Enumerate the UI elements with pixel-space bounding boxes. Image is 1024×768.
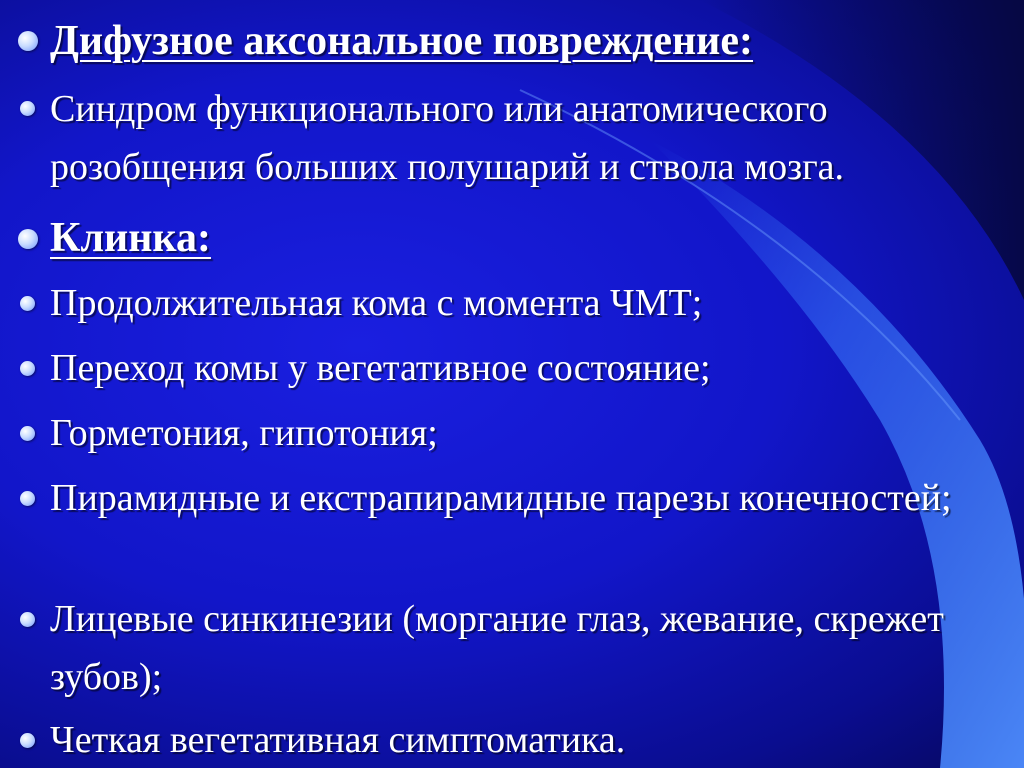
bullet-icon xyxy=(18,31,38,51)
bullet-icon xyxy=(20,491,35,506)
bullet-pyramidal-paresis: Пирамидные и екстрапирамидные парезы конечностей; xyxy=(50,477,952,519)
bullet-icon xyxy=(20,361,35,376)
bullet-facial-synkinesis: Лицевые синкинезии (моргание глаз, жевание, скрежет зубов); xyxy=(50,598,944,698)
bullet-vegetative-symptoms: Четкая вегетативная симптоматика. xyxy=(50,719,626,761)
heading-clinic: Клинка: xyxy=(50,215,211,261)
bullet-vegetative-state: Переход комы у вегетативное состояние; xyxy=(50,347,711,389)
bullet-icon xyxy=(20,733,35,748)
bullet-prolonged-coma: Продолжительная кома с момента ЧМТ; xyxy=(50,282,703,324)
bullet-hormetonia: Горметония, гипотония; xyxy=(50,412,438,454)
bullet-icon xyxy=(18,229,38,249)
bullet-icon xyxy=(20,426,35,441)
bullet-syndrome: Синдром функционального или анатомического розобщения больших полушарий и ствола мозга. xyxy=(50,88,845,188)
heading-diffuse-axonal-injury: Дифузное аксональное повреждение: xyxy=(50,18,754,64)
bullet-icon xyxy=(20,296,35,311)
bullet-icon xyxy=(20,612,35,627)
bullet-icon xyxy=(20,101,35,116)
